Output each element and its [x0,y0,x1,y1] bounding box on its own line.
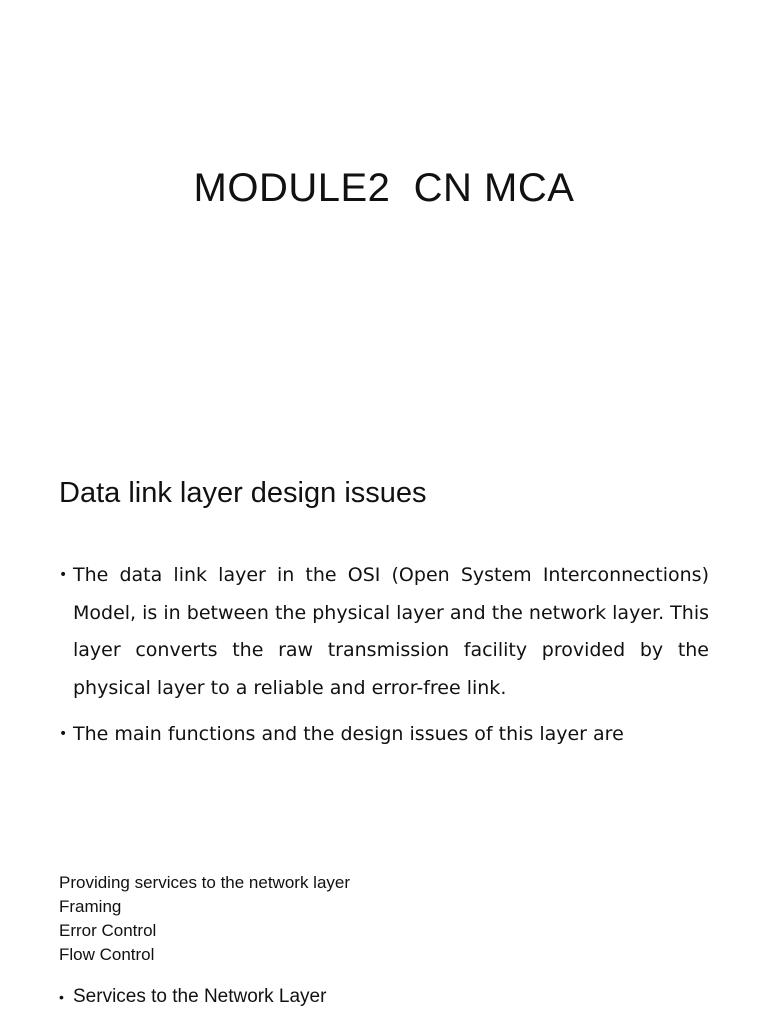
function-item: Framing [59,897,122,916]
slide-title [0,0,768,455]
bullet-marker: • [59,726,68,742]
functions-list [59,871,350,967]
function-item: Flow Control [59,945,155,964]
function-item: Error Control [59,921,157,940]
bullet-list-secondary [59,983,709,1020]
bullet-text: The main functions and the design issues of this layer are [73,723,624,745]
slide-data-link-layer [0,455,768,1024]
function-item: Providing services to the network layer [59,873,351,892]
bullet-item-description [59,557,709,707]
section-heading: Data link layer design issues [59,477,427,509]
bullet-list [59,557,709,763]
bullet-marker: • [59,567,68,583]
bullet-text: Services to the Network Layer [73,986,327,1007]
bullet-text: The data link layer in the OSI (Open System Interconnections) Model, is in between the physical layer and the network layer. This layer converts the raw transmission facility provided by the physical layer to a reliable and error-free link. [73,564,709,699]
bullet-item-services [59,983,709,1011]
bullet-item-main-functions [59,716,709,754]
bullet-marker: • [59,989,64,1005]
slide-title-text: MODULE2 CN MCA [193,166,575,210]
